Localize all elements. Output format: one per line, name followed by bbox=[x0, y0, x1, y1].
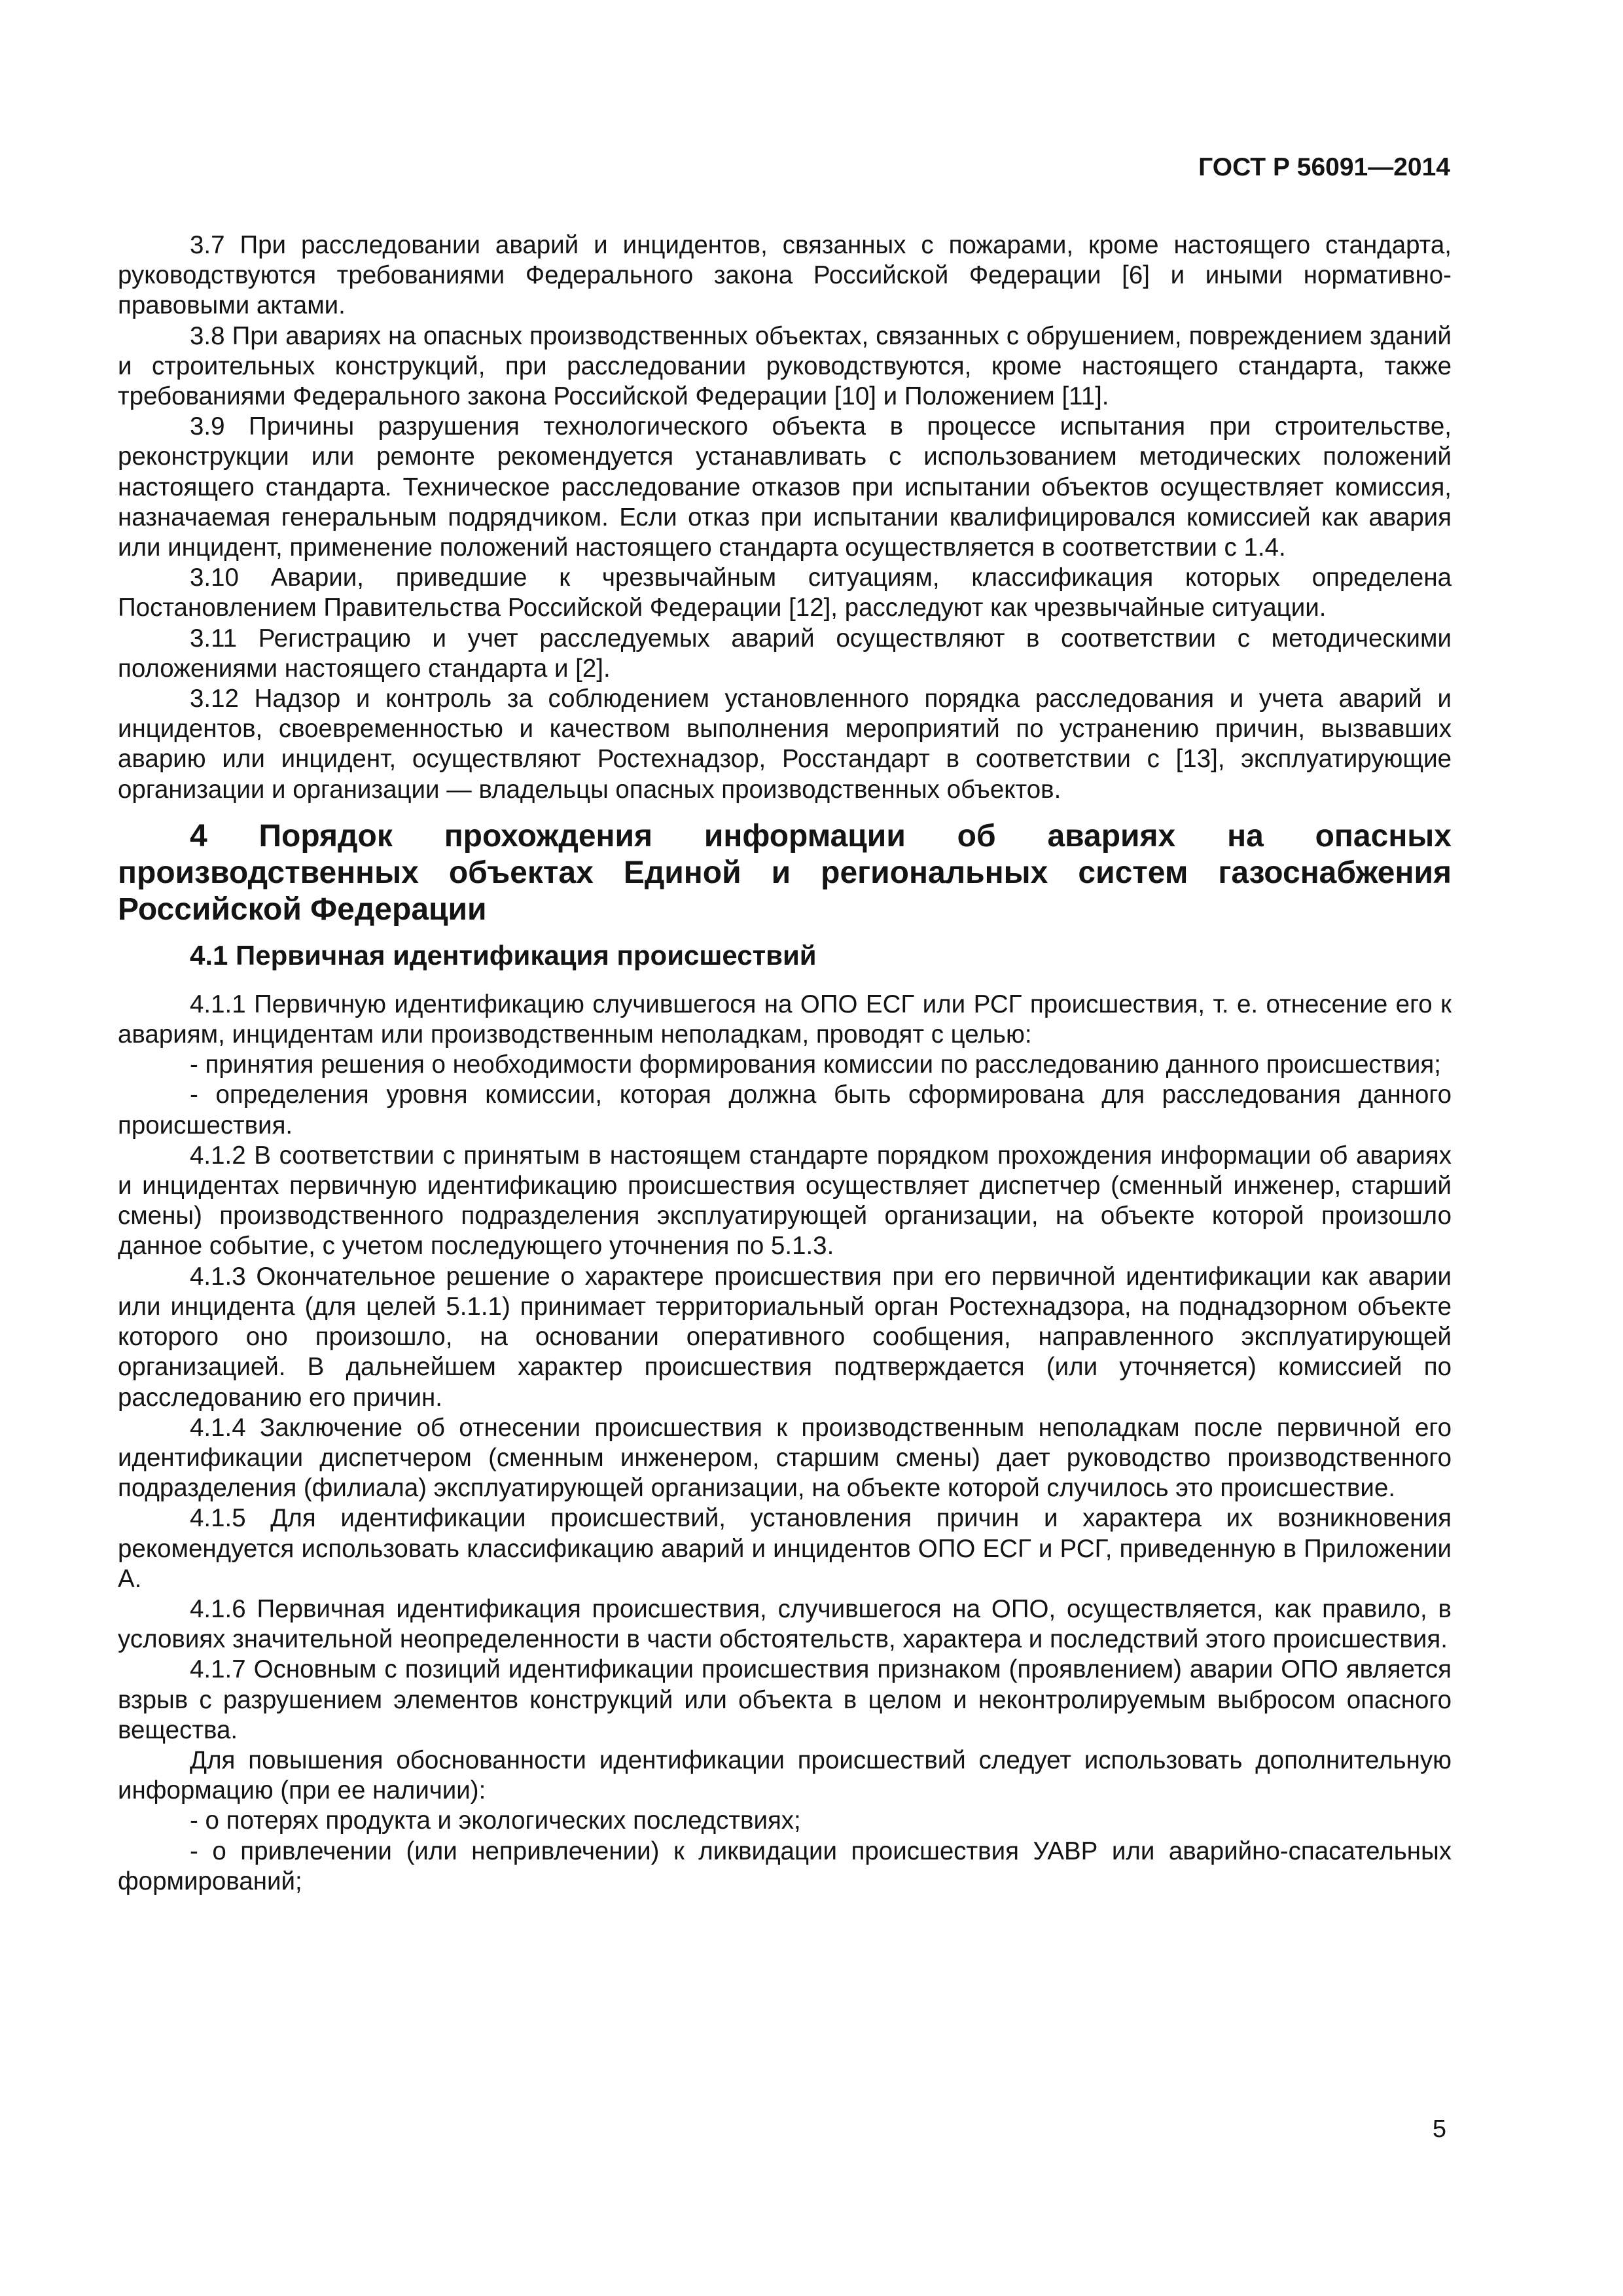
paragraph-4-1-7: 4.1.7 Основным с позиций идентификации происшествия признаком (проявлением) аварии ОПО является взрыв с разрушением элементов конструкций или объекта в целом и неконтролируемым выбросом опасного вещества. bbox=[118, 1655, 1452, 1744]
list-item-purpose-commission: - принятия решения о необходимости формирования комиссии по расследованию данного происшествия; bbox=[190, 1050, 1441, 1079]
paragraph-4-1-4: 4.1.4 Заключение об отнесении происшествия к производственным неполадкам после первичной его идентификации диспетчером (сменным инженером, старшим смены) дает руководство производственного подразделения (филиала) эксплуатирующей организации, на объекте которой случилось это происшествие. bbox=[118, 1413, 1452, 1503]
paragraph-4-1-1: 4.1.1 Первичную идентификацию случившегося на ОПО ЕСГ или РСГ происшествия, т. е. отнесение его к авариям, инцидентам или производственным неполадкам, проводят с целью: bbox=[118, 990, 1452, 1049]
list-item-purpose-level: - определения уровня комиссии, которая должна быть сформирована для расследования данного происшествия. bbox=[118, 1081, 1452, 1139]
paragraph-3-12: 3.12 Надзор и контроль за соблюдением установленного порядка расследования и учета аварий и инцидентов, своевременностью и качеством выполнения мероприятий по устранению причин, вызвавших аварию или инцидент, осуществляют Ростехнадзор, Росстандарт в соответствии с [13], эксплуатирующие организации и организации — владельцы опасных производственных объектов. bbox=[118, 685, 1452, 804]
paragraph-additional-info: Для повышения обоснованности идентификации происшествий следует использовать дополнительную информацию (при ее наличии): bbox=[118, 1746, 1452, 1805]
paragraph-3-8: 3.8 При авариях на опасных производственных объектах, связанных с обрушением, повреждением зданий и строительных конструкций, при расследовании руководствуются, кроме настоящего стандарта, также требованиями Федерального закона Российской Федерации [10] и Положением [11]. bbox=[118, 321, 1452, 411]
paragraph-3-11: 3.11 Регистрацию и учет расследуемых аварий осуществляют в соответствии с методическими положениями настоящего стандарта и [2]. bbox=[118, 624, 1452, 683]
page-number: 5 bbox=[1432, 2115, 1446, 2143]
standard-code-header: ГОСТ Р 56091—2014 bbox=[1198, 153, 1450, 181]
paragraph-4-1-5: 4.1.5 Для идентификации происшествий, установления причин и характера их возникновения рекомендуется использовать классификацию аварий и инцидентов ОПО ЕСГ и РСГ, приведенную в Приложении А. bbox=[118, 1504, 1452, 1593]
paragraph-4-1-3: 4.1.3 Окончательное решение о характере происшествия при его первичной идентификации как аварии или инцидента (для целей 5.1.1) принимает территориальный орган Ростехнадзора, на поднадзорном объекте которого оно произошло, на основании оперативного сообщения, направленного эксплуатирующей организацией. В дальнейшем характер происшествия подтверждается (или уточняется) комиссией по расследованию его причин. bbox=[118, 1262, 1452, 1412]
subsection-4-1-heading: 4.1 Первичная идентификация происшествий bbox=[190, 939, 817, 971]
section-4-heading: 4 Порядок прохождения информации об авариях на опасных производственных объектах Единой и региональных систем газоснабжения Российской Федерации bbox=[118, 818, 1452, 927]
list-item-rescue-involvement: - о привлечении (или непривлечении) к ликвидации происшествия УАВР или аварийно-спасательных формирований; bbox=[118, 1837, 1452, 1895]
paragraph-3-10: 3.10 Аварии, приведшие к чрезвычайным ситуациям, классификация которых определена Постановлением Правительства Российской Федерации [12], расследуют как чрезвычайные ситуации. bbox=[118, 564, 1452, 622]
page-content bbox=[118, 230, 1452, 1897]
paragraph-4-1-2: 4.1.2 В соответствии с принятым в настоящем стандарте порядком прохождения информации об авариях и инцидентах первичную идентификацию происшествия осуществляет диспетчер (сменный инженер, старший смены) производственного подразделения эксплуатирующей организации, на объекте которой произошло данное событие, с учетом последующего уточнения по 5.1.3. bbox=[118, 1141, 1452, 1261]
paragraph-4-1-6: 4.1.6 Первичная идентификация происшествия, случившегося на ОПО, осуществляется, как правило, в условиях значительной неопределенности в части обстоятельств, характера и последствий этого происшествия. bbox=[118, 1594, 1452, 1654]
paragraph-3-9: 3.9 Причины разрушения технологического объекта в процессе испытания при строительстве, реконструкции или ремонте рекомендуется устанавливать с использованием методических положений настоящего стандарта. Техническое расследование отказов при испытании объектов осуществляет комиссия, назначаемая генеральным подрядчиком. Если отказ при испытании квалифицировался комиссией как авария или инцидент, применение положений настоящего стандарта осуществляется в соответствии с 1.4. bbox=[118, 412, 1452, 562]
list-item-product-losses: - о потерях продукта и экологических последствиях; bbox=[190, 1806, 801, 1835]
paragraph-3-7: 3.7 При расследовании аварий и инцидентов, связанных с пожарами, кроме настоящего стандарта, руководствуются требованиями Федерального закона Российской Федерации [6] и иными нормативно-правовыми актами. bbox=[118, 231, 1452, 320]
